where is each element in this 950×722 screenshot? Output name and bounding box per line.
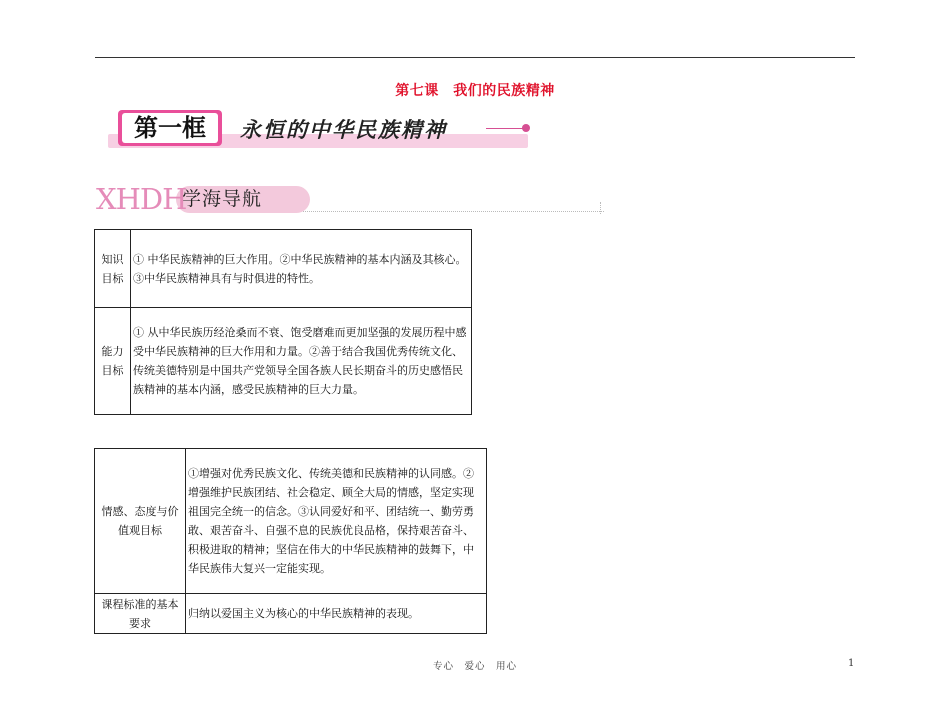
table-row-label: 能力目标 xyxy=(95,308,131,415)
frame-tail-line xyxy=(486,128,526,129)
table-row-label: 知识目标 xyxy=(95,230,131,308)
frame-subtitle: 永恒的中华民族精神 xyxy=(240,118,447,142)
frame-banner xyxy=(108,106,530,154)
lesson-title: 第七课 我们的民族精神 xyxy=(395,83,555,99)
table-row-content: ①增强对优秀民族文化、传统美德和民族精神的认同感。②增强维护民族团结、社会稳定、顾全大局的情感，坚定实现祖国完全统一的信念。③认同爱好和平、团结统一、勤劳勇敢、艰苦奋斗、自强不息的民族优良品格，保持艰苦奋斗、积极进取的精神；坚信在伟大的中华民族精神的鼓舞下，中华民族伟大复兴一定能实现。 xyxy=(186,449,487,594)
table-row xyxy=(95,308,472,415)
goals-table xyxy=(94,448,487,634)
table-row-content: ① 从中华民族历经沧桑而不衰、饱受磨难而更加坚强的发展历程中感受中华民族精神的巨大作用和力量。②善于结合我国优秀传统文化、传统美德特别是中国共产党领导全国各族人民长期奋斗的历史感悟民族精神的基本内涵，感受民族精神的巨大力量。 xyxy=(131,308,472,415)
table-row-label: 课程标准的基本要求 xyxy=(95,594,186,634)
objectives-table xyxy=(94,229,472,415)
table-row-content: ① 中华民族精神的巨大作用。②中华民族精神的基本内涵及其核心。③中华民族精神具有与时俱进的特性。 xyxy=(131,230,472,308)
frame-box-text: 第一框 xyxy=(122,113,218,143)
table-row-label: 情感、态度与价值观目标 xyxy=(95,449,186,594)
header-rule xyxy=(95,57,855,58)
nav-dotted-line xyxy=(276,211,604,212)
frame-box xyxy=(118,110,222,146)
table-row xyxy=(95,230,472,308)
table-row xyxy=(95,449,487,594)
footer-motto: 专心 爱心 用心 xyxy=(432,661,517,672)
table-row xyxy=(95,594,487,634)
nav-letters: XHDH xyxy=(96,182,187,216)
nav-dotted-end xyxy=(600,202,601,214)
page-number: 1 xyxy=(848,658,855,669)
nav-banner xyxy=(96,180,511,220)
frame-tail-dot-icon xyxy=(522,124,530,132)
nav-label: 学海导航 xyxy=(176,186,310,213)
table-row-content: 归纳以爱国主义为核心的中华民族精神的表现。 xyxy=(186,594,487,634)
